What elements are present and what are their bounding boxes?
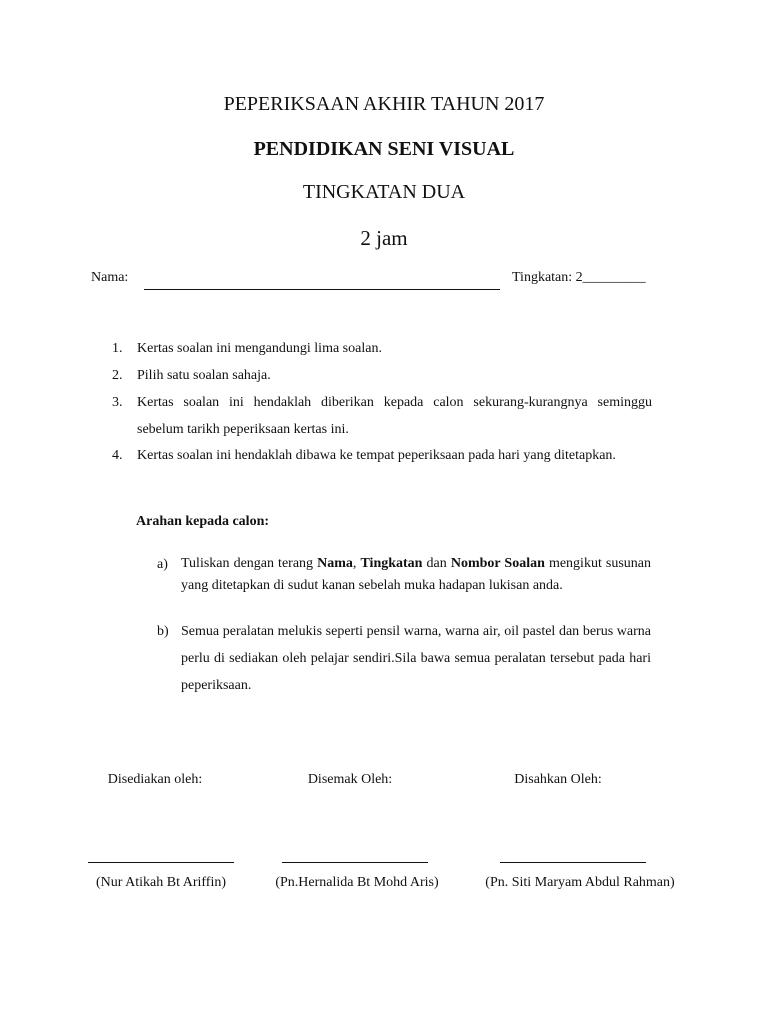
signature-line bbox=[282, 862, 428, 863]
item-number: 3. bbox=[112, 395, 123, 410]
checked-by-label: Disemak Oleh: bbox=[307, 772, 393, 787]
approved-by-name: (Pn. Siti Maryam Abdul Rahman) bbox=[485, 875, 675, 890]
prepared-by-label: Disediakan oleh: bbox=[107, 772, 203, 787]
item-text: Semua peralatan melukis seperti pensil warna, warna air, oil pastel dan berus warna perlu di sediakan oleh pelajar sendiri.Sila bawa semua peralatan tersebut pada hari peperiksaan. bbox=[181, 624, 651, 693]
checked-by-name: (Pn.Hernalida Bt Mohd Aris) bbox=[275, 875, 439, 890]
item-text: Pilih satu soalan sahaja. bbox=[137, 368, 271, 383]
name-field-line[interactable] bbox=[144, 289, 500, 290]
duration: 2 jam bbox=[360, 226, 408, 250]
item-text: Kertas soalan ini hendaklah diberikan kepada calon sekurang-kurangnya seminggu bbox=[137, 395, 652, 410]
item-letter: b) bbox=[157, 624, 169, 639]
form-field[interactable]: Tingkatan: 2_________ bbox=[512, 270, 646, 285]
item-number: 4. bbox=[112, 448, 123, 463]
approved-by-label: Disahkan Oleh: bbox=[514, 772, 602, 787]
bold-text: Tingkatan bbox=[360, 556, 423, 571]
exam-title: PEPERIKSAAN AKHIR TAHUN 2017 bbox=[223, 93, 545, 115]
form-title: TINGKATAN DUA bbox=[302, 181, 466, 203]
item-text: Kertas soalan ini hendaklah dibawa ke tempat peperiksaan pada hari yang ditetapkan. bbox=[137, 448, 616, 463]
signature-line bbox=[88, 862, 234, 863]
prepared-by-name: (Nur Atikah Bt Ariffin) bbox=[95, 875, 226, 890]
item-text: Kertas soalan ini mengandungi lima soalan. bbox=[137, 341, 382, 356]
item-number: 2. bbox=[112, 368, 123, 383]
item-text-cont: sebelum tarikh peperiksaan kertas ini. bbox=[137, 422, 349, 437]
bold-text: Nombor Soalan bbox=[450, 556, 545, 571]
candidate-heading: Arahan kepada calon: bbox=[136, 514, 270, 529]
item-number: 1. bbox=[112, 341, 123, 356]
name-label: Nama: bbox=[91, 270, 129, 285]
subject-title: PENDIDIKAN SENI VISUAL bbox=[253, 138, 515, 160]
item-letter: a) bbox=[157, 557, 168, 572]
item-text bbox=[181, 553, 651, 597]
text: , bbox=[352, 556, 361, 571]
text: dan bbox=[422, 556, 451, 571]
bold-text: Nama bbox=[317, 556, 353, 571]
text: Tuliskan dengan terang bbox=[181, 556, 318, 571]
text: mengikut susunan yang ditetapkan di sudut kanan sebelah muka hadapan lukisan anda. bbox=[181, 556, 652, 593]
signature-line bbox=[500, 862, 646, 863]
